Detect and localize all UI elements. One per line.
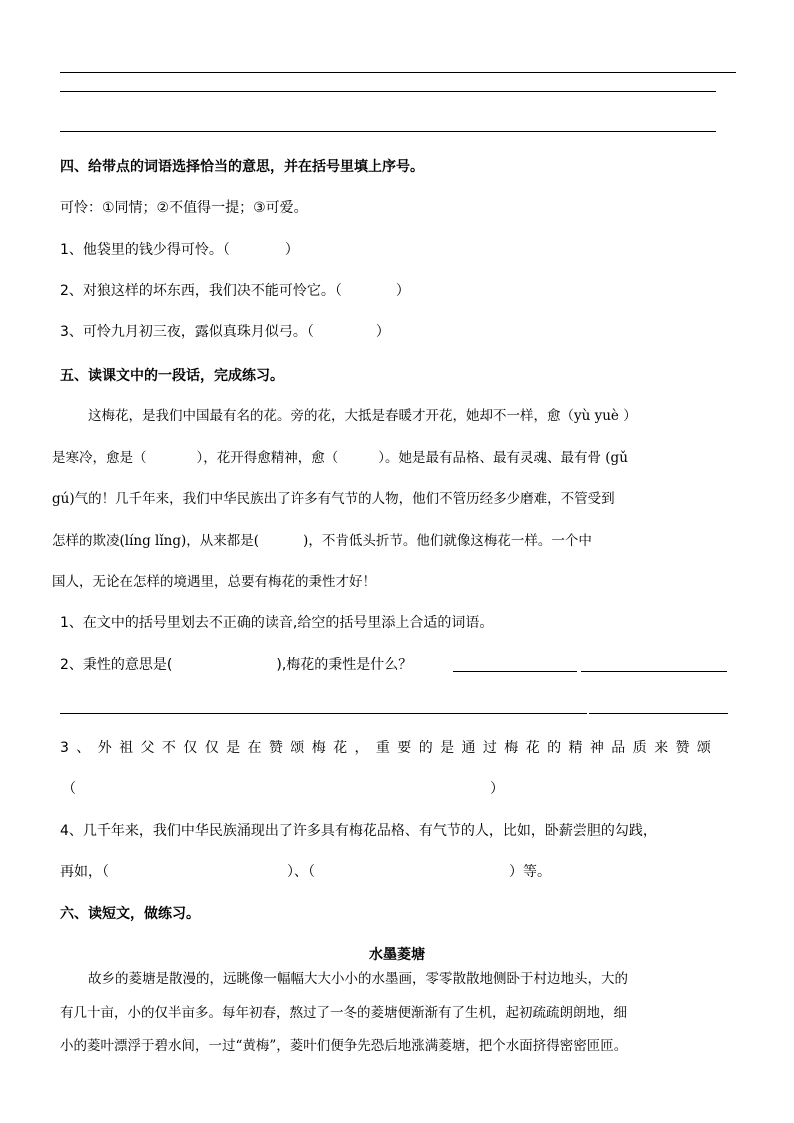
passage-line-5: 国人，无论在怎样的境遇里，总要有梅花的秉性才好！ bbox=[52, 574, 376, 590]
passage-line-3: gú)气的！几千年来，我们中华民族出了许多有气节的人物，他们不管历经多少磨难，不管受到 bbox=[52, 491, 615, 507]
section-5-question-1: 1、在文中的括号里划去不正确的读音,给空的括号里添上合适的词语。 bbox=[60, 615, 494, 631]
answer-line-q2b[interactable] bbox=[581, 671, 727, 672]
passage-text: 是寒冷，愈是（ bbox=[52, 450, 147, 466]
close-paren: ） bbox=[284, 242, 299, 258]
answer-line-2[interactable] bbox=[60, 91, 716, 92]
section-4-question-2 bbox=[60, 281, 410, 301]
answer-line-q2a[interactable] bbox=[453, 671, 577, 672]
question-text: ）等。 bbox=[509, 864, 551, 880]
q3-close-paren: ） bbox=[490, 781, 504, 797]
question-text: 2、对狼这样的坏东西，我们决不能可怜它。（ bbox=[60, 283, 342, 299]
question-text: ),梅花的秉性是什么？ bbox=[276, 657, 413, 673]
section-4-question-3 bbox=[60, 322, 390, 342]
passage-line-4 bbox=[52, 531, 592, 551]
section-5-heading: 五、读课文中的一段话，完成练习。 bbox=[60, 368, 284, 384]
passage-line-2 bbox=[52, 448, 628, 468]
article-line-3: 小的菱叶漂浮于碧水间，一过“黄梅”，菱叶们便争先恐后地涨满菱塘，把个水面挤得密密匝匝。 bbox=[60, 1038, 628, 1054]
passage-text: 怎样的欺凌(líng lǐng)，从来都是( bbox=[52, 533, 260, 549]
close-paren: ） bbox=[375, 324, 390, 340]
question-text: 3、可怜九月初三夜，露似真珠月似弓。（ bbox=[60, 324, 314, 340]
passage-line-1: 这梅花，是我们中国最有名的花。旁的花，大抵是春暖才开花，她却不一样，愈（yù yuè ） bbox=[88, 408, 637, 424]
answer-line-3[interactable] bbox=[60, 131, 716, 132]
answer-line-q2d[interactable] bbox=[589, 713, 728, 714]
q3-answer-blank[interactable] bbox=[80, 779, 490, 799]
section-4-question-1 bbox=[60, 240, 299, 260]
article-line-2: 有几十亩，小的仅半亩多。每年初春，熬过了一冬的菱塘便渐渐有了生机，起初疏疏朗朗地，细 bbox=[60, 1005, 627, 1021]
q3-open-paren: （ bbox=[62, 781, 76, 797]
article-title: 水墨菱塘 bbox=[369, 947, 425, 963]
question-text: ）、（ bbox=[287, 864, 315, 880]
close-paren: ） bbox=[395, 283, 410, 299]
passage-text: )，不肯低头折节。他们就像这梅花一样。一个中 bbox=[303, 533, 592, 549]
section-4-meanings: 可怜：①同情；②不值得一提；③可爱。 bbox=[60, 200, 308, 216]
question-text: 2、秉性的意思是( bbox=[60, 657, 173, 673]
section-5-question-3: 3、外祖父不仅仅是在赞颂梅花，重要的是通过梅花的精神品质来赞颂 bbox=[60, 740, 719, 756]
question-text: 再如，（ bbox=[60, 864, 109, 880]
section-5-question-2 bbox=[60, 655, 412, 675]
section-6-heading: 六、读短文，做练习。 bbox=[60, 906, 200, 922]
passage-text: ）。她是最有品格、最有灵魂、最有骨 (gǔ bbox=[378, 450, 628, 466]
passage-text: ），花开得愈精神，愈（ bbox=[196, 450, 339, 466]
section-4-heading: 四、给带点的词语选择恰当的意思，并在括号里填上序号。 bbox=[60, 159, 424, 175]
question-text: 1、他袋里的钱少得可怜。（ bbox=[60, 242, 230, 258]
answer-line-1[interactable] bbox=[60, 72, 736, 73]
section-5-question-4-line-1: 4、几千年来，我们中华民族涌现出了许多具有梅花品格、有气节的人，比如，卧薪尝胆的勾践， bbox=[60, 823, 657, 839]
article-line-1: 故乡的菱塘是散漫的，远眺像一幅幅大大小小的水墨画，零零散散地侧卧于村边地头，大的 bbox=[88, 971, 628, 987]
section-5-question-4-line-2 bbox=[60, 862, 551, 882]
answer-line-q2c[interactable] bbox=[60, 713, 587, 714]
